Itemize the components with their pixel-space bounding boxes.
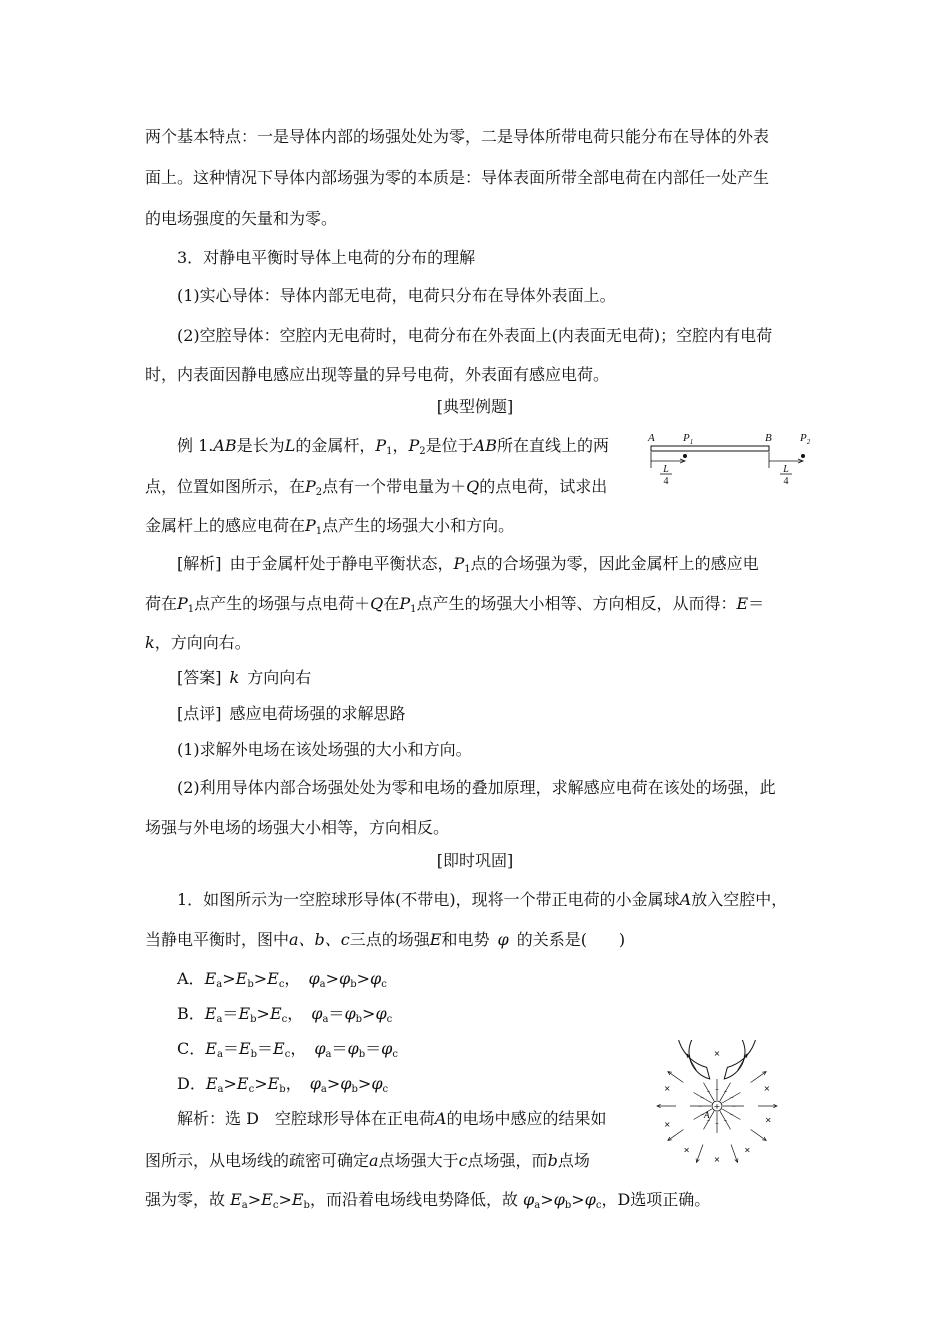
cross-mark: ×	[683, 1145, 690, 1155]
option-label: C．	[177, 1039, 206, 1058]
negative-charge: −	[700, 1112, 705, 1119]
example-question-line: 点，位置如图所示，在$P_2$点有一个带电量为＋Q的点电荷，试求出	[145, 477, 608, 498]
paragraph-line: (1)实心导体：导体内部无电荷，电荷只分布在导体外表面上。	[177, 286, 616, 305]
option-c: C．$E_a=E_b=E_c$， $\varphi_a=\varphi_b=\varphi_c$	[177, 1039, 398, 1060]
negative-charge: −	[697, 1104, 703, 1110]
cross-mark: ×	[663, 1083, 671, 1093]
negative-charge: −	[723, 1089, 728, 1096]
practice-solution-line: 强为零，故 $E_a>E_c>E_b$，而沿着电场线电势降低，故 $\varphi_a>\varphi_b>\varphi_c$，D选项正确。	[145, 1190, 711, 1211]
negative-charge: −	[731, 1104, 737, 1110]
negative-charge: −	[714, 1121, 720, 1127]
outer-field-line	[731, 1145, 737, 1163]
practice-question-line: 1．如图所示为一空腔球形导体(不带电)，现将一个带正电荷的小金属球A放入空腔中，	[177, 890, 788, 909]
outer-field-line	[668, 1130, 684, 1141]
practice-solution-line: 解析：选 D 空腔球形导体在正电荷A的电场中感应的结果如	[177, 1109, 607, 1128]
fraction-denominator: 4	[663, 476, 669, 487]
practice-question-line: 当静电平衡时，图中a、b、c三点的场强E和电势 φ 的关系是( )	[145, 930, 626, 949]
fraction-numerator: L	[783, 464, 789, 475]
outer-field-line	[696, 1145, 702, 1163]
paragraph-line: 的电场强度的矢量和为零。	[145, 209, 338, 228]
positive-sign: +	[713, 1102, 721, 1111]
example-solution-line: 荷在$P_1$点产生的场强与点电荷＋Q在$P_1$点产生的场强大小相等、方向相反，从而得：E＝	[145, 594, 765, 615]
cross-mark: ×	[663, 1120, 671, 1130]
option-potential-relation: $\varphi_a>\varphi_b>\varphi_c$	[309, 1074, 389, 1095]
example-solution-line: k，方向向右。	[145, 633, 251, 652]
fraction-numerator: L	[663, 464, 669, 475]
option-potential-relation: $\varphi_a=\varphi_b>\varphi_c$	[311, 1004, 393, 1025]
cross-mark: ×	[713, 1155, 721, 1164]
label-A: A	[648, 432, 655, 444]
example-solution-line: [解析] 由于金属杆处于静电平衡状态，$P_1$点的合场强为零，因此金属杆上的感应电	[177, 554, 759, 575]
outer-field-line	[751, 1072, 767, 1083]
example-question-line: 例 1.AB是长为L的金属杆，$P_1$，$P_2$是位于AB所在直线上的两	[177, 436, 609, 457]
label-P1: $P_1$	[683, 432, 694, 446]
cavity-sphere-diagram	[655, 1040, 785, 1165]
outer-field-line	[668, 1072, 684, 1083]
option-label: B．	[177, 1004, 205, 1023]
option-d: D．$E_a>E_c>E_b$， $\varphi_a>\varphi_b>\varphi_c$	[177, 1074, 389, 1095]
cross-mark: ×	[764, 1115, 772, 1125]
cross-mark: ×	[763, 1083, 771, 1093]
point-P1	[683, 454, 687, 458]
outer-field-line	[751, 1130, 767, 1141]
paragraph-line: 面上。这种情况下导体内部场强为零的本质是：导体表面所带全部电荷在内部任一处产生	[145, 168, 770, 187]
negative-charge: −	[723, 1118, 728, 1125]
negative-charge: −	[700, 1095, 705, 1102]
option-label: A．	[177, 969, 205, 988]
paragraph-line: 两个基本特点：一是导体内部的场强处处为零，二是导体所带电荷只能分布在导体的外表	[145, 127, 770, 146]
paragraph-line: (1)求解外电场在该处场强的大小和方向。	[177, 740, 472, 759]
rod-diagram	[645, 425, 820, 495]
negative-charge: −	[729, 1112, 734, 1119]
conductor-shell	[677, 1040, 757, 1079]
example-heading: [典型例题]	[436, 397, 514, 416]
point-P2	[801, 454, 805, 458]
option-potential-relation: $\varphi_a>\varphi_b>\varphi_c$	[308, 969, 387, 990]
option-label: D．	[177, 1074, 206, 1093]
section-heading: 3．对静电平衡时导体上电荷的分布的理解	[177, 248, 476, 267]
paragraph-line: (2)利用导体内部合场强处处为零和电场的叠加原理，求解感应电荷在该处的场强，此	[177, 778, 776, 797]
option-field-relation: $E_a>E_b>E_c$	[204, 969, 285, 990]
cross-mark: ×	[713, 1049, 721, 1058]
option-a: A．$E_a>E_b>E_c$， $\varphi_a>\varphi_b>\varphi_c$	[177, 969, 387, 990]
negative-charge: −	[714, 1087, 720, 1093]
option-field-relation: $E_a=E_b>E_c$	[204, 1004, 288, 1025]
fraction-denominator: 4	[783, 476, 789, 487]
negative-charge: −	[706, 1118, 711, 1125]
option-potential-relation: $\varphi_a=\varphi_b=\varphi_c$	[314, 1039, 398, 1060]
option-field-relation: $E_a=E_b=E_c$	[205, 1039, 291, 1060]
example-question-line: 金属杆上的感应电荷在$P_1$点产生的场强大小和方向。	[145, 516, 515, 537]
practice-solution-line: 图所示，从电场线的疏密可确定a点场强大于c点场强，而b点场	[145, 1151, 590, 1170]
label-P2: $P_2$	[800, 432, 811, 446]
negative-charge: −	[706, 1089, 711, 1096]
example-answer: [答案] k 方向向右	[177, 668, 312, 687]
cross-mark: ×	[744, 1145, 751, 1155]
example-review: [点评] 感应电荷场强的求解思路	[177, 704, 406, 723]
practice-heading: [即时巩固]	[436, 851, 514, 870]
label-A: A	[704, 1110, 710, 1120]
option-field-relation: $E_a>E_c>E_b$	[205, 1074, 286, 1095]
paragraph-line: 场强与外电场的场强大小相等，方向相反。	[145, 818, 450, 837]
metal-rod	[651, 446, 769, 451]
option-b: B．$E_a=E_b>E_c$， $\varphi_a=\varphi_b>\varphi_c$	[177, 1004, 393, 1025]
label-B: B	[765, 432, 772, 444]
paragraph-line: 时，内表面因静电感应出现等量的异号电荷，外表面有感应电荷。	[145, 365, 610, 384]
negative-charge: −	[729, 1095, 734, 1102]
paragraph-line: (2)空腔导体：空腔内无电荷时，电荷分布在外表面上(内表面无电荷)；空腔内有电荷	[177, 326, 773, 345]
